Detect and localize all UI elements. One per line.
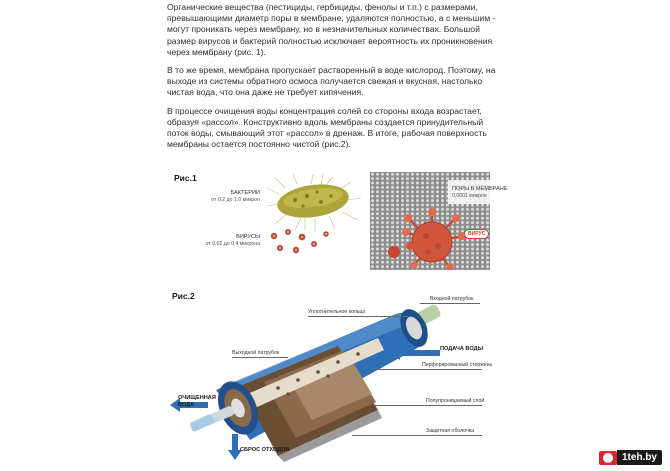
flow-drain-label: СБРОС ОТХОДОВ [240, 447, 290, 453]
callout-shell: Защитная оболочка [426, 428, 475, 434]
callout-seal-ring: Уплотнительное кольцо [308, 309, 366, 315]
leader-line [232, 357, 288, 358]
callout-inlet: Входной патрубок [430, 296, 474, 302]
paragraph-1: Органические вещества (пестициды, гербициды, фенолы и т.п.) с размерами, превышающими диаметр поры в мембране, удаляются полностью, а с меньшим - могут проникать через мембрану, но в незначительных количествах. Большой размер вирусов и бактерий полностью исключает вероятность их проникновения через мембрану (рис. 1). [167, 2, 496, 57]
viruses-label [196, 234, 260, 248]
watermark-logo [599, 451, 617, 465]
flow-clean-label [178, 395, 216, 409]
viruses-title: ВИРУСЫ [236, 234, 260, 240]
pores-label [452, 186, 512, 200]
flow-clean-line-1: ОЧИЩЕННАЯ [178, 395, 216, 401]
watermark-text: 1teh.by [617, 450, 662, 465]
flow-clean-line-2: ВОДА [178, 402, 195, 408]
site-watermark [599, 450, 662, 465]
callout-perforated-core: Перфорированный стержень [422, 362, 493, 368]
bacteria-size: от 0,2 до 1,0 микрон [211, 197, 260, 203]
callout-outlet: Выходной патрубок [232, 350, 280, 356]
flow-supply-label: ПОДАЧА ВОДЫ [440, 346, 484, 352]
leader-line [420, 303, 480, 304]
bacteria-illustration [265, 174, 365, 232]
fig1-label: Рис.1 [174, 173, 197, 183]
article-text [167, 2, 507, 157]
leader-line [308, 316, 408, 317]
paragraph-2: В то же время, мембрана пропускает растворенный в воде кислород. Поэтому, на выходе из системы обратного осмоса получается свежая и вкусная, настолько чистая вода, что она даже не требует кипячения. [167, 65, 496, 98]
viruses-size: от 0,02 до 0,4 микрона [205, 241, 260, 247]
leader-line [374, 405, 482, 406]
callout-semipermeable: Полупроницаемый слой [426, 398, 485, 404]
viruses-illustration [268, 228, 338, 258]
bacteria-title: БАКТЕРИИ [230, 190, 260, 196]
fig2-label: Рис.2 [172, 291, 195, 301]
pores-title: ПОРЫ В МЕМБРАНЕ [452, 186, 508, 192]
pores-size: 0,0001 микрон [452, 193, 487, 199]
leader-line [352, 435, 482, 436]
virus-tag: ВИРУС [464, 229, 489, 239]
leader-line [372, 369, 482, 370]
paragraph-3: В процессе очищения воды концентрация солей со стороны входа возрастает, образуя «рассол». Конструктивно вдоль мембраны создается принудительный поток воды, смывающий этот «рассол» в дренаж. В итоге, рабочая поверхность мембраны остается постоянно чистой (рис.2). [167, 105, 487, 150]
logo-circle-icon [603, 453, 613, 463]
bacteria-label [196, 190, 260, 204]
